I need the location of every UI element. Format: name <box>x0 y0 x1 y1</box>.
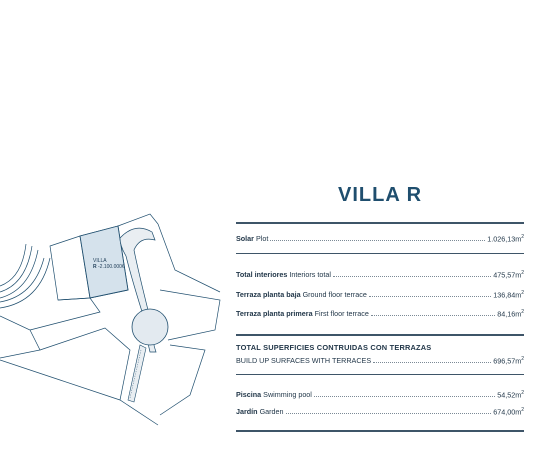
row-terraza-primera <box>236 306 524 318</box>
unit-sup: 2 <box>521 289 524 296</box>
row-solar-bold: Solar <box>236 234 254 243</box>
row-terraza-primera-bold: Terraza planta primera <box>236 309 313 318</box>
leader-dots <box>369 296 491 297</box>
bottom-divider <box>236 430 524 432</box>
roundabout-arc <box>0 250 38 298</box>
leader-dots <box>373 362 491 363</box>
leader-dots <box>371 315 495 316</box>
unit-sup: 2 <box>521 389 524 396</box>
row-total-built <box>236 353 524 365</box>
row-terraza-primera-value: 84,16m <box>497 309 522 318</box>
page-title: VILLA R <box>337 184 423 206</box>
divider <box>236 334 524 336</box>
row-solar <box>236 231 524 243</box>
divider <box>236 374 524 375</box>
unit-sup: 2 <box>521 233 524 240</box>
plot-label-price: -2.100.000€ <box>98 264 125 270</box>
turning-circle <box>132 309 168 345</box>
leader-dots <box>333 276 491 277</box>
unit-sup: 2 <box>521 406 524 413</box>
unit-sup: 2 <box>521 308 524 315</box>
top-divider <box>236 222 524 224</box>
plot-label-letter: R <box>93 264 97 270</box>
row-interiores-normal: Interiors total <box>289 270 331 279</box>
row-terraza-baja-normal: Ground floor terrace <box>302 290 367 299</box>
row-terraza-baja-value: 136,84m <box>493 290 522 299</box>
row-interiores <box>236 267 524 279</box>
row-total-built-value: 696,57m <box>493 356 522 365</box>
row-piscina <box>236 387 524 399</box>
row-piscina-normal: Swimming pool <box>263 390 312 399</box>
row-interiores-value: 475,57m <box>493 270 522 279</box>
row-jardin <box>236 404 524 416</box>
total-title: TOTAL SUPERFICIES CONTRUIDAS CON TERRAZAS <box>236 343 432 352</box>
divider <box>236 253 524 254</box>
leader-dots <box>314 396 495 397</box>
row-total-built-normal: BUILD UP SURFACES WITH TERRACES <box>236 356 372 365</box>
row-piscina-value: 54,52m <box>497 390 522 399</box>
row-jardin-bold: Jardín <box>236 407 258 416</box>
leader-dots <box>286 413 492 414</box>
row-solar-normal: Plot <box>255 234 269 243</box>
plot-label-name: VILLA <box>93 258 107 264</box>
row-jardin-value: 674,00m <box>493 407 522 416</box>
site-plan <box>0 200 230 440</box>
unit-sup: 2 <box>521 269 524 276</box>
unit-sup: 2 <box>521 355 524 362</box>
leader-dots <box>270 240 485 241</box>
row-solar-value: 1.026,13m <box>487 234 522 243</box>
row-terraza-baja-bold: Terraza planta baja <box>236 290 301 299</box>
row-jardin-normal: Garden <box>259 407 284 416</box>
row-interiores-bold: Total interiores <box>236 270 288 279</box>
row-piscina-bold: Piscina <box>236 390 262 399</box>
row-terraza-baja <box>236 287 524 299</box>
row-terraza-primera-normal: First floor terrace <box>314 309 369 318</box>
